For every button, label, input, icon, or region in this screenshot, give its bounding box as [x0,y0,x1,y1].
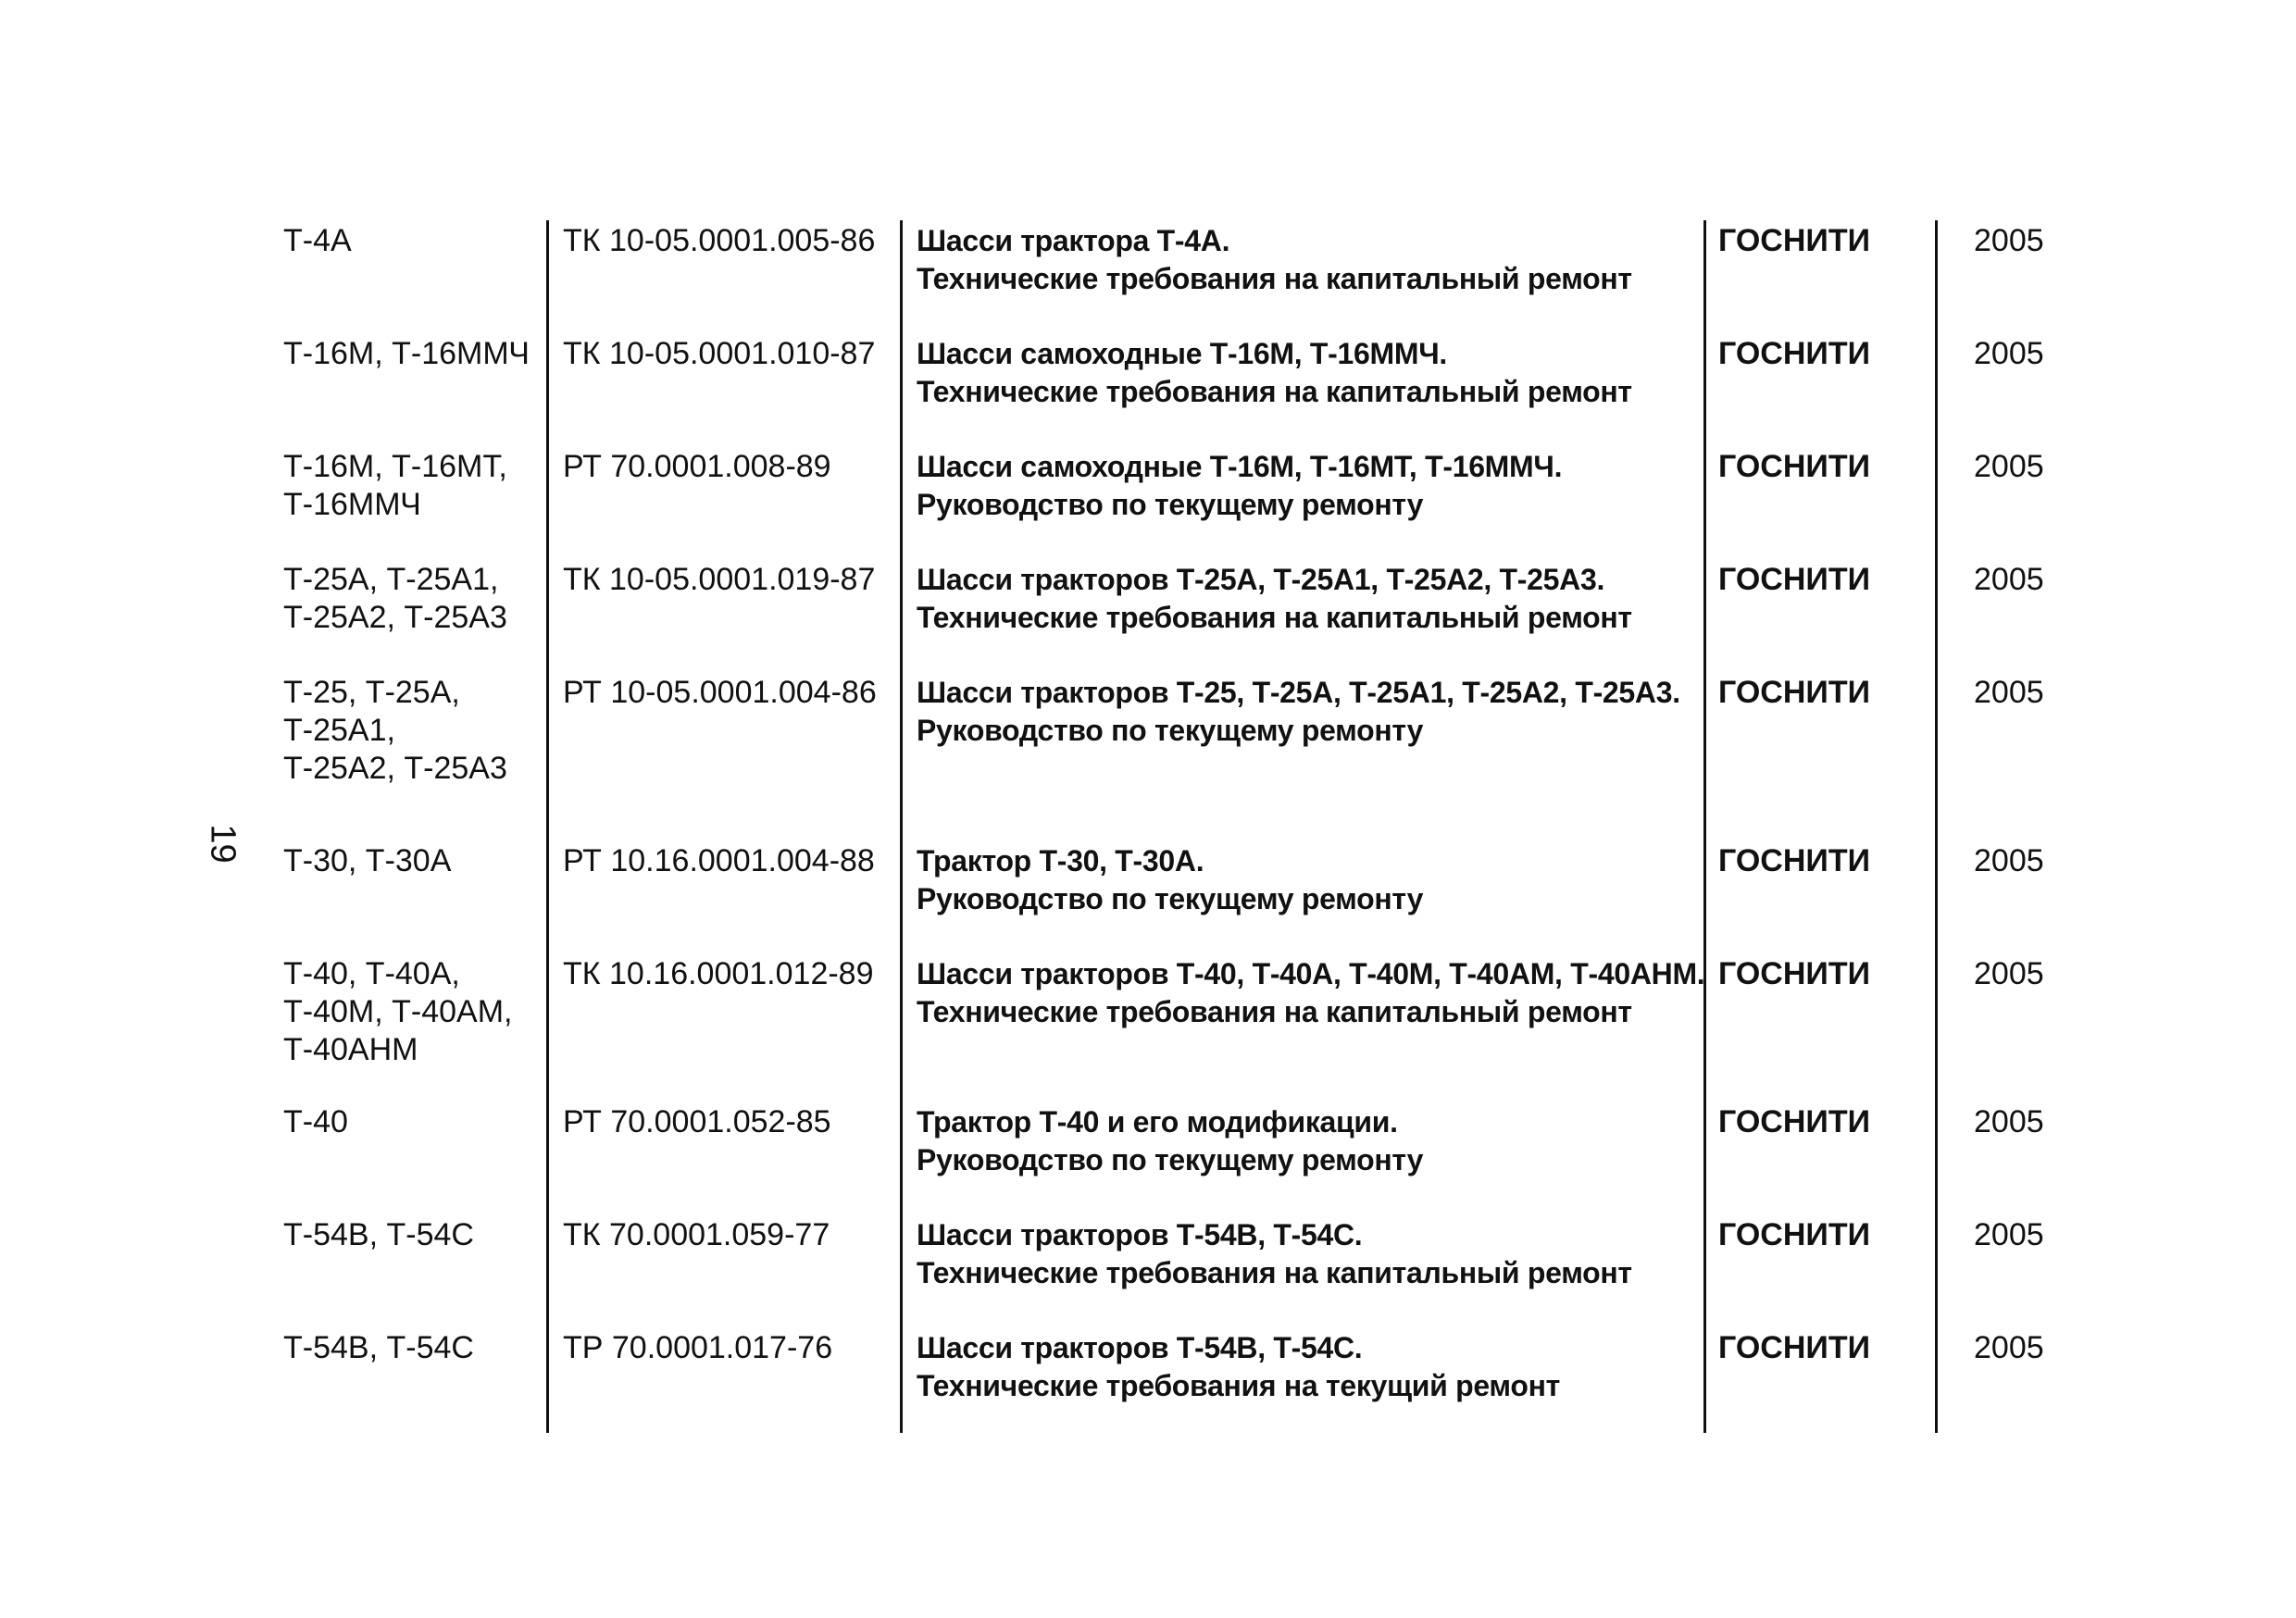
model-line: Т-25А1, [283,713,395,748]
model-line: Т-40АНМ [283,1032,418,1067]
cell-model [283,335,533,373]
cell-organization: ГОСНИТИ [1718,843,1871,878]
model-line: Т-30, Т-30А [283,843,452,878]
cell-organization: ГОСНИТИ [1718,223,1871,258]
title-line: Руководство по текущему ремонту [917,882,1424,915]
cell-document-code: ТК 70.0001.059-77 [563,1217,830,1252]
cell-document-code: ТК 10-05.0001.019-87 [563,562,876,597]
cell-document-code: ТК 10-05.0001.010-87 [563,336,876,371]
cell-year: 2005 [1974,1217,2044,1252]
title-line: Технические требования на капитальный ремонт [917,1256,1632,1289]
cell-document-code: РТ 10.16.0001.004-88 [563,843,875,878]
model-line: Т-40М, Т-40АМ, [283,994,513,1029]
title-line: Руководство по текущему ремонту [917,714,1424,747]
cell-year: 2005 [1974,1104,2044,1139]
cell-year: 2005 [1974,562,2044,597]
title-line: Шасси тракторов Т-25А, Т-25А1, Т-25А2, Т-25А3. [917,563,1605,596]
model-line: Т-25, Т-25А, [283,675,460,710]
cell-year: 2005 [1974,336,2044,371]
cell-organization: ГОСНИТИ [1718,1104,1871,1139]
column-divider-3 [1703,220,1706,1433]
title-line: Трактор Т-40 и его модификации. [917,1105,1398,1139]
cell-organization: ГОСНИТИ [1718,449,1871,484]
title-line: Технические требования на капитальный ремонт [917,601,1632,634]
model-line: Т-40 [283,1104,348,1139]
page-number: 19 [203,824,243,864]
column-divider-4 [1935,220,1938,1433]
model-line: Т-16М, Т-16ММЧ [283,336,530,371]
cell-document-title [917,448,1562,524]
cell-document-code: РТ 70.0001.052-85 [563,1104,831,1139]
cell-organization: ГОСНИТИ [1718,956,1871,991]
model-line: Т-4А [283,223,352,258]
title-line: Технические требования на текущий ремонт [917,1369,1561,1402]
cell-document-code: РТ 10-05.0001.004-86 [563,675,877,710]
model-line: Т-25А2, Т-25А3 [283,600,507,635]
title-line: Шасси тракторов Т-40, Т-40А, Т-40М, Т-40АМ, Т-40АНМ. [917,957,1705,990]
model-line: Т-25А2, Т-25А3 [283,751,507,786]
column-divider-2 [900,220,903,1433]
cell-year: 2005 [1974,843,2044,878]
title-line: Технические требования на капитальный ремонт [917,995,1632,1028]
cell-document-code: РТ 70.0001.008-89 [563,449,831,484]
cell-year: 2005 [1974,1330,2044,1365]
cell-document-title [917,955,1704,1031]
model-line: Т-54В, Т-54С [283,1217,474,1252]
cell-document-title [917,561,1632,637]
title-line: Шасси тракторов Т-54В, Т-54С. [917,1331,1363,1364]
title-line: Шасси тракторов Т-25, Т-25А, Т-25А1, Т-25А2, Т-25А3. [917,676,1680,709]
title-line: Технические требования на капитальный ремонт [917,262,1632,295]
cell-model [283,448,533,524]
cell-organization: ГОСНИТИ [1718,562,1871,597]
model-line: Т-25А, Т-25А1, [283,562,499,597]
cell-model [283,674,533,788]
cell-organization: ГОСНИТИ [1718,675,1871,710]
title-line: Руководство по текущему ремонту [917,488,1424,521]
cell-model [283,1329,533,1367]
model-line: Т-16М, Т-16МТ, [283,449,507,484]
title-line: Шасси трактора Т-4А. [917,224,1230,257]
model-line: Т-40, Т-40А, [283,956,460,991]
cell-organization: ГОСНИТИ [1718,1330,1871,1365]
title-line: Технические требования на капитальный ремонт [917,375,1632,408]
cell-document-title [917,335,1632,411]
cell-document-title [917,842,1423,918]
cell-year: 2005 [1974,675,2044,710]
cell-document-title [917,222,1632,298]
title-line: Руководство по текущему ремонту [917,1143,1424,1176]
cell-model [283,1216,533,1254]
column-divider-1 [546,220,549,1433]
model-line: Т-54В, Т-54С [283,1330,474,1365]
cell-model [283,222,533,260]
cell-model [283,1103,533,1141]
cell-organization: ГОСНИТИ [1718,1217,1871,1252]
cell-document-title [917,1216,1632,1292]
cell-document-title [917,1103,1423,1179]
title-line: Шасси самоходные Т-16М, Т-16ММЧ. [917,337,1447,370]
cell-year: 2005 [1974,223,2044,258]
title-line: Шасси тракторов Т-54В, Т-54С. [917,1218,1363,1251]
cell-year: 2005 [1974,956,2044,991]
cell-model [283,561,533,637]
cell-document-title [917,1329,1560,1405]
title-line: Шасси самоходные Т-16М, Т-16МТ, Т-16ММЧ. [917,450,1563,483]
cell-organization: ГОСНИТИ [1718,336,1871,371]
cell-model [283,955,533,1069]
title-line: Трактор Т-30, Т-30А. [917,844,1204,877]
cell-year: 2005 [1974,449,2044,484]
cell-document-code: ТК 10-05.0001.005-86 [563,223,876,258]
cell-document-title [917,674,1680,750]
cell-document-code: ТК 10.16.0001.012-89 [563,956,874,991]
cell-document-code: ТР 70.0001.017-76 [563,1330,833,1365]
cell-model [283,842,533,880]
model-line: Т-16ММЧ [283,487,421,522]
